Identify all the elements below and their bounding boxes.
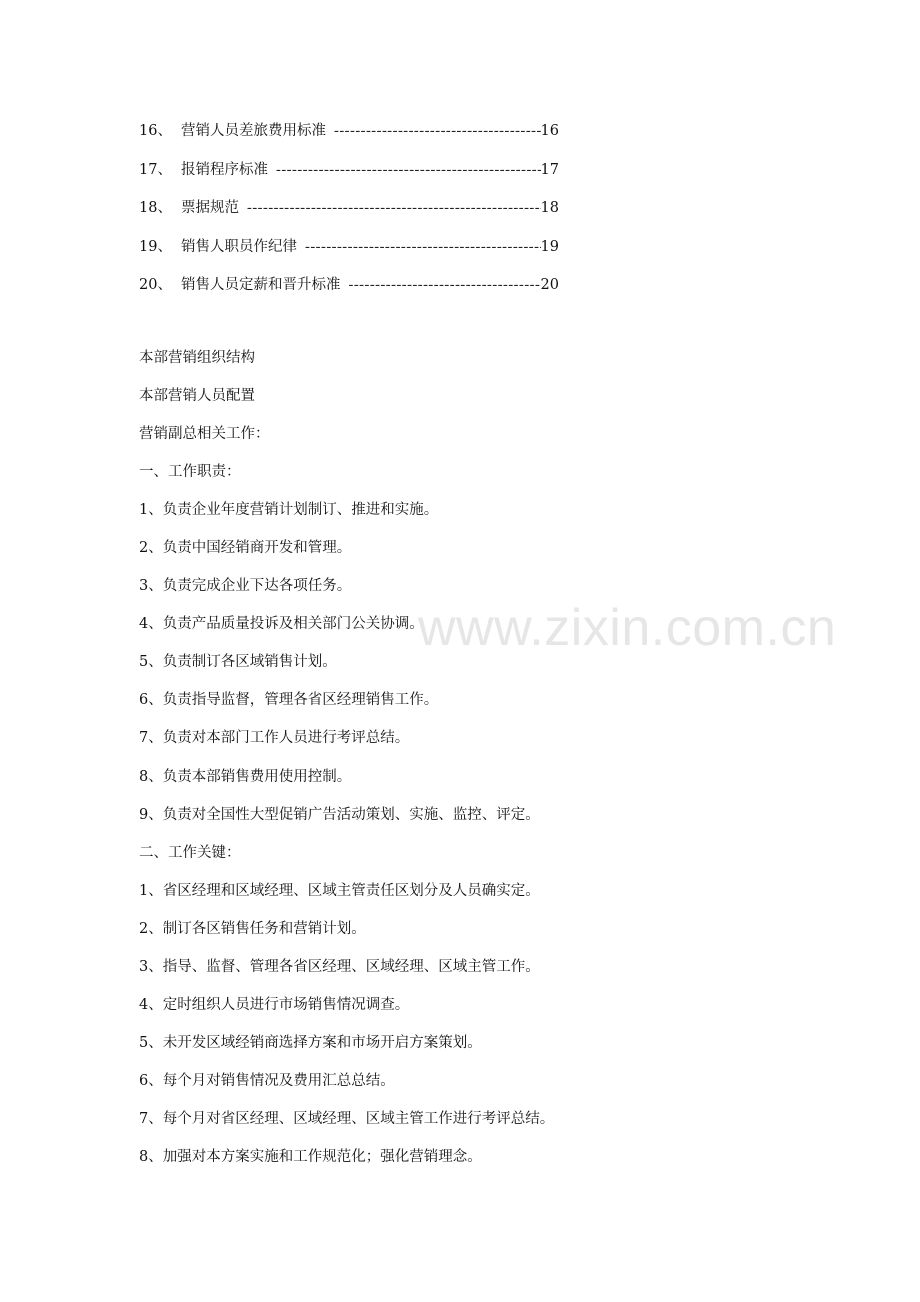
watermark: www.zixin.com.cn <box>418 599 837 657</box>
document-body <box>139 345 819 1182</box>
toc-number: 18、 <box>139 200 172 216</box>
toc-leader-dashes <box>305 234 541 260</box>
toc-page-number: 20 <box>540 277 559 293</box>
toc-title: 销售人员定薪和晋升标准 <box>181 277 341 293</box>
toc-entry[interactable] <box>139 195 559 234</box>
toc-leader-dashes <box>276 157 541 183</box>
list-item: 3、指导、监督、管理各省区经理、区域经理、区域主管工作。 <box>139 958 540 975</box>
list-item: 8、负责本部销售费用使用控制。 <box>139 768 352 785</box>
toc-title: 营销人员差旅费用标准 <box>181 123 326 139</box>
list-item: 2、制订各区销售任务和营销计划。 <box>139 920 366 937</box>
section-heading: 本部营销组织结构 <box>139 350 255 366</box>
list-item: 4、负责产品质量投诉及相关部门公关协调。 <box>139 616 424 633</box>
list-item: 5、负责制订各区域销售计划。 <box>139 654 337 671</box>
list-item: 5、未开发区域经销商选择方案和市场开启方案策划。 <box>139 1034 482 1051</box>
toc-title: 销售人职员作纪律 <box>181 238 297 255</box>
toc-leader-dashes <box>334 118 541 144</box>
toc-entry[interactable] <box>139 234 559 273</box>
list-item: 7、每个月对省区经理、区域经理、区域主管工作进行考评总结。 <box>139 1110 555 1127</box>
list-item: 1、省区经理和区域经理、区域主管责任区划分及人员确实定。 <box>139 882 540 899</box>
toc-title: 报销程序标准 <box>181 161 268 178</box>
list-item: 6、负责指导监督，管理各省区经理销售工作。 <box>139 692 439 709</box>
toc-number: 17、 <box>139 161 172 178</box>
toc-entry[interactable] <box>139 272 559 311</box>
list-item: 2、负责中国经销商开发和管理。 <box>139 540 352 557</box>
toc-leader-dashes <box>349 272 541 298</box>
list-item: 4、定时组织人员进行市场销售情况调查。 <box>139 996 410 1013</box>
list-item: 8、加强对本方案实施和工作规范化；强化营销理念。 <box>139 1148 482 1165</box>
toc-page-number: 17 <box>540 161 559 178</box>
list-item: 9、负责对全国性大型促销广告活动策划、实施、监控、评定。 <box>139 806 540 823</box>
subsection-heading: 一、工作职责： <box>139 464 241 481</box>
toc-leader-dashes <box>247 195 541 221</box>
table-of-contents <box>139 118 559 311</box>
list-item: 3、负责完成企业下达各项任务。 <box>139 578 352 595</box>
section-heading: 营销副总相关工作： <box>139 426 270 443</box>
subsection-heading: 二、工作关键： <box>139 844 241 861</box>
toc-page-number: 16 <box>540 123 559 139</box>
section-heading: 本部营销人员配置 <box>139 388 255 405</box>
toc-page-number: 18 <box>540 200 559 216</box>
toc-number: 19、 <box>139 238 172 255</box>
list-item: 1、负责企业年度营销计划制订、推进和实施。 <box>139 502 439 519</box>
toc-entry[interactable] <box>139 118 559 157</box>
toc-entry[interactable] <box>139 157 559 196</box>
toc-number: 20、 <box>139 277 172 293</box>
toc-page-number: 19 <box>540 238 559 255</box>
toc-number: 16、 <box>139 123 172 139</box>
list-item: 6、每个月对销售情况及费用汇总总结。 <box>139 1072 395 1089</box>
toc-title: 票据规范 <box>181 200 239 216</box>
list-item: 7、负责对本部门工作人员进行考评总结。 <box>139 730 410 747</box>
